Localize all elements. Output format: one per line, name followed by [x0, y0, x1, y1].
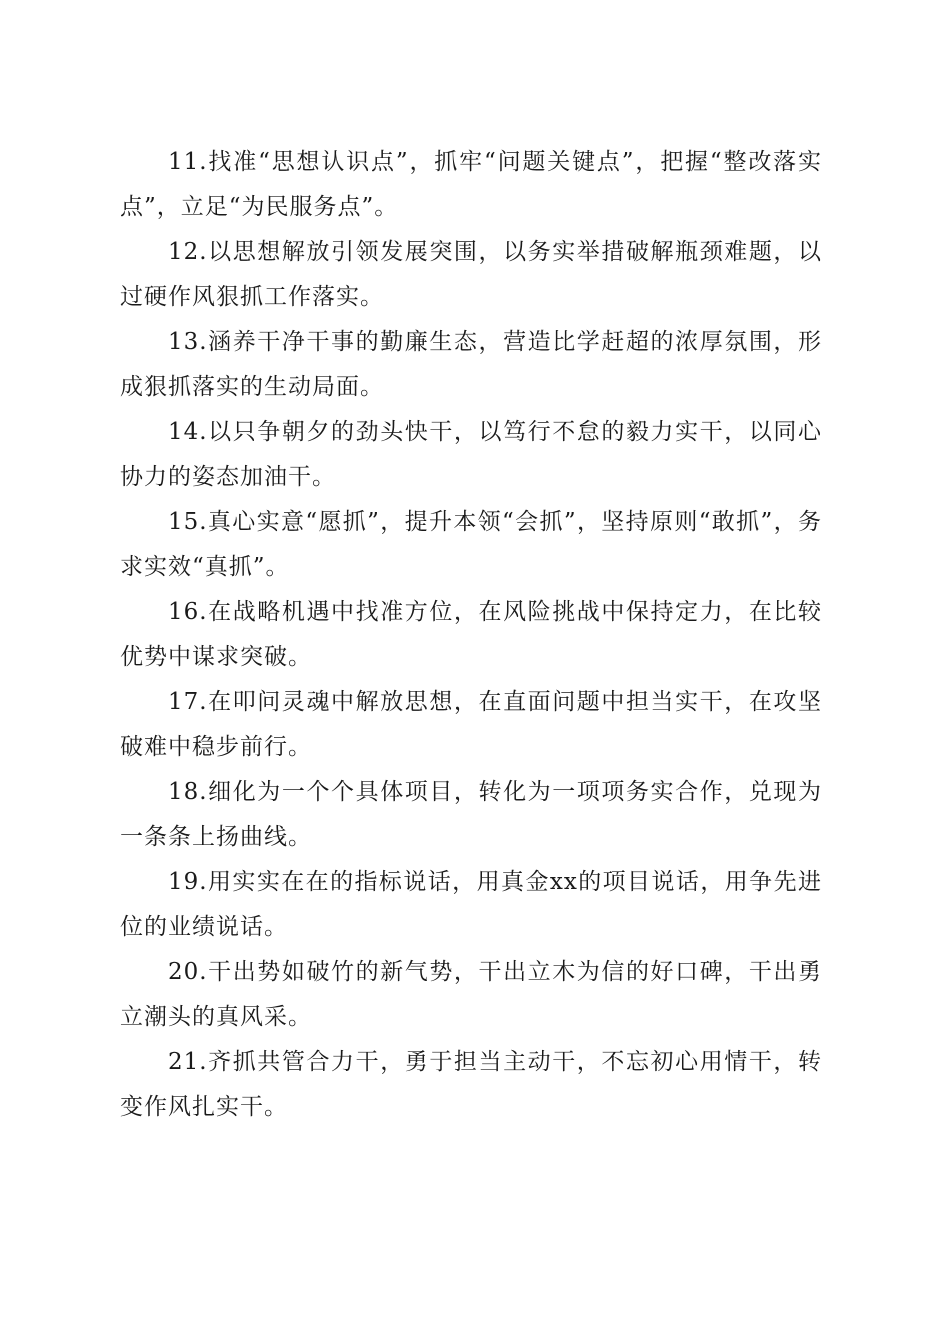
paragraph-15: 15.真心实意“愿抓”，提升本领“会抓”，坚持原则“敢抓”，务求实效“真抓”。 — [120, 509, 822, 580]
paragraph-12: 12.以思想解放引领发展突围，以务实举措破解瓶颈难题，以过硬作风狠抓工作落实。 — [120, 239, 822, 310]
paragraph-21: 21.齐抓共管合力干，勇于担当主动干，不忘初心用情干，转变作风扎实干。 — [120, 1049, 822, 1120]
paragraph-11: 11.找准“思想认识点”，抓牢“问题关键点”，把握“整改落实点”，立足“为民服务点”。 — [120, 149, 822, 220]
paragraph-20: 20.干出势如破竹的新气势，干出立木为信的好口碑，干出勇立潮头的真风采。 — [120, 959, 822, 1030]
paragraph-13: 13.涵养干净干事的勤廉生态，营造比学赶超的浓厚氛围，形成狠抓落实的生动局面。 — [120, 329, 822, 400]
document-page — [120, 140, 822, 1130]
paragraph-17: 17.在叩问灵魂中解放思想，在直面问题中担当实干，在攻坚破难中稳步前行。 — [120, 689, 822, 760]
paragraph-16: 16.在战略机遇中找准方位，在风险挑战中保持定力，在比较优势中谋求突破。 — [120, 599, 822, 670]
paragraph-18: 18.细化为一个个具体项目，转化为一项项务实合作，兑现为一条条上扬曲线。 — [120, 779, 822, 850]
paragraph-14: 14.以只争朝夕的劲头快干，以笃行不怠的毅力实干，以同心协力的姿态加油干。 — [120, 419, 822, 490]
paragraph-19: 19.用实实在在的指标说话，用真金xx的项目说话，用争先进位的业绩说话。 — [120, 869, 822, 940]
